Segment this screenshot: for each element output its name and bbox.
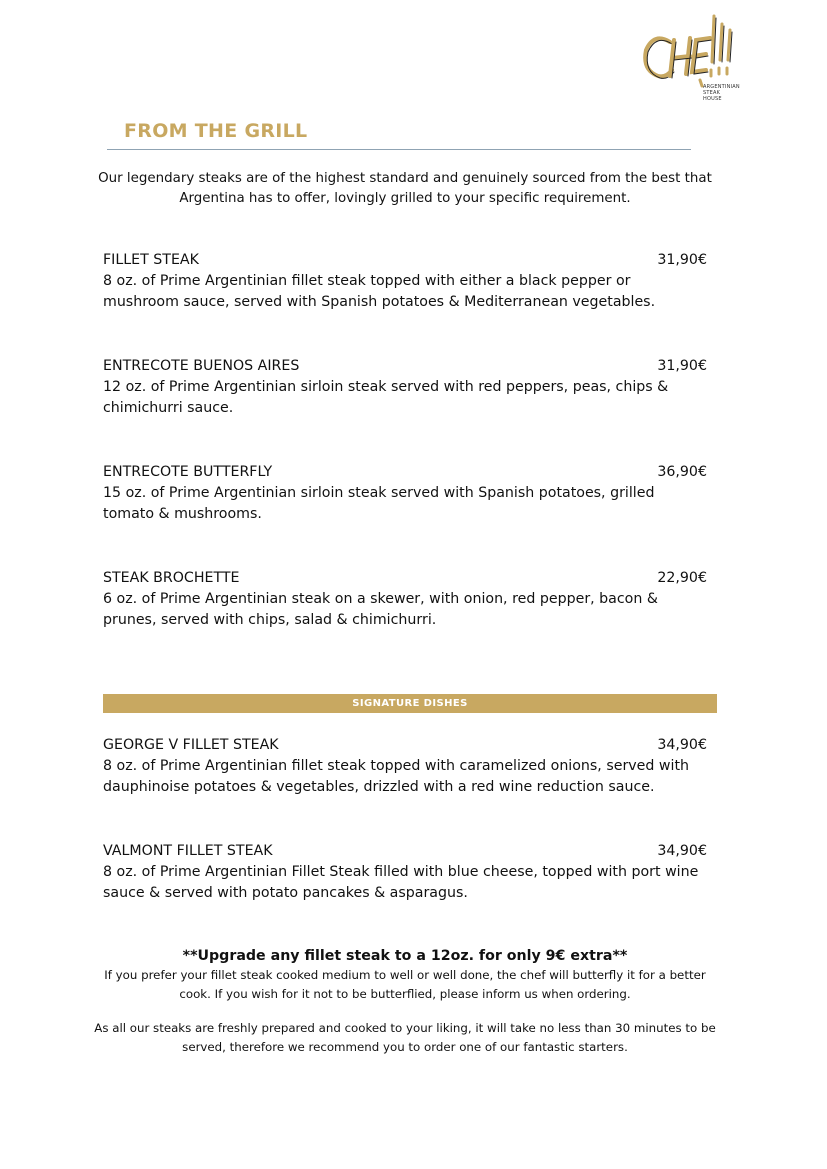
signature-dishes-band: SIGNATURE DISHES (103, 694, 717, 713)
logo-wordmark-graphic (640, 10, 740, 90)
menu-item (103, 462, 707, 525)
item-description: 8 oz. of Prime Argentinian fillet steak topped with caramelized onions, served with dauphinoise potatoes & vegetables, drizzled with a red wine reduction sauce. (103, 758, 690, 795)
section-title: FROM THE GRILL (124, 120, 308, 142)
menu-item (103, 356, 707, 419)
item-name: VALMONT FILLET STEAK (103, 843, 273, 859)
item-description: 8 oz. of Prime Argentinian fillet steak topped with either a black pepper or mushroom sauce, served with Spanish potatoes & Mediterranean vegetables. (103, 273, 656, 310)
menu-item (103, 568, 707, 631)
upgrade-offer: **Upgrade any fillet steak to a 12oz. for only 9€ extra** (182, 948, 628, 964)
preparation-note: As all our steaks are freshly prepared and cooked to your liking, it will take no less than 30 minutes to be served, therefore we recommend you to order one of our fantastic starters. (94, 1021, 716, 1054)
item-name: FILLET STEAK (103, 252, 199, 268)
item-price: 34,90€ (657, 843, 707, 859)
logo-tagline-line1: ARGENTINIAN (703, 84, 740, 90)
item-name: ENTRECOTE BUTTERFLY (103, 464, 273, 480)
item-name: STEAK BROCHETTE (103, 570, 240, 586)
logo-tagline (703, 84, 740, 102)
item-name: ENTRECOTE BUENOS AIRES (103, 358, 300, 374)
butterfly-note: If you prefer your fillet steak cooked medium to well or well done, the chef will butterfly it for a better cook. If you wish for it not to be butterflied, please inform us when ordering. (104, 968, 706, 1001)
item-price: 31,90€ (657, 252, 707, 268)
item-price: 22,90€ (657, 570, 707, 586)
menu-item (103, 735, 707, 798)
item-description: 15 oz. of Prime Argentinian sirloin steak served with Spanish potatoes, grilled tomato & mushrooms. (103, 485, 655, 522)
item-description: 12 oz. of Prime Argentinian sirloin steak served with red peppers, peas, chips & chimichurri sauce. (103, 379, 669, 416)
logo-tagline-line2: STEAK HOUSE (703, 90, 722, 102)
section-intro: Our legendary steaks are of the highest standard and genuinely sourced from the best that Argentina has to offer, lovingly grilled to your specific requirement. (98, 171, 712, 206)
item-price: 34,90€ (657, 737, 707, 753)
item-price: 36,90€ (657, 464, 707, 480)
item-name: GEORGE V FILLET STEAK (103, 737, 279, 753)
menu-item (103, 250, 707, 313)
brand-logo (640, 10, 740, 102)
item-description: 8 oz. of Prime Argentinian Fillet Steak filled with blue cheese, topped with port wine sauce & served with potato pancakes & asparagus. (103, 864, 699, 901)
item-price: 31,90€ (657, 358, 707, 374)
menu-item (103, 841, 707, 904)
title-divider (107, 149, 691, 150)
item-description: 6 oz. of Prime Argentinian steak on a skewer, with onion, red pepper, bacon & prunes, served with chips, salad & chimichurri. (103, 591, 658, 628)
